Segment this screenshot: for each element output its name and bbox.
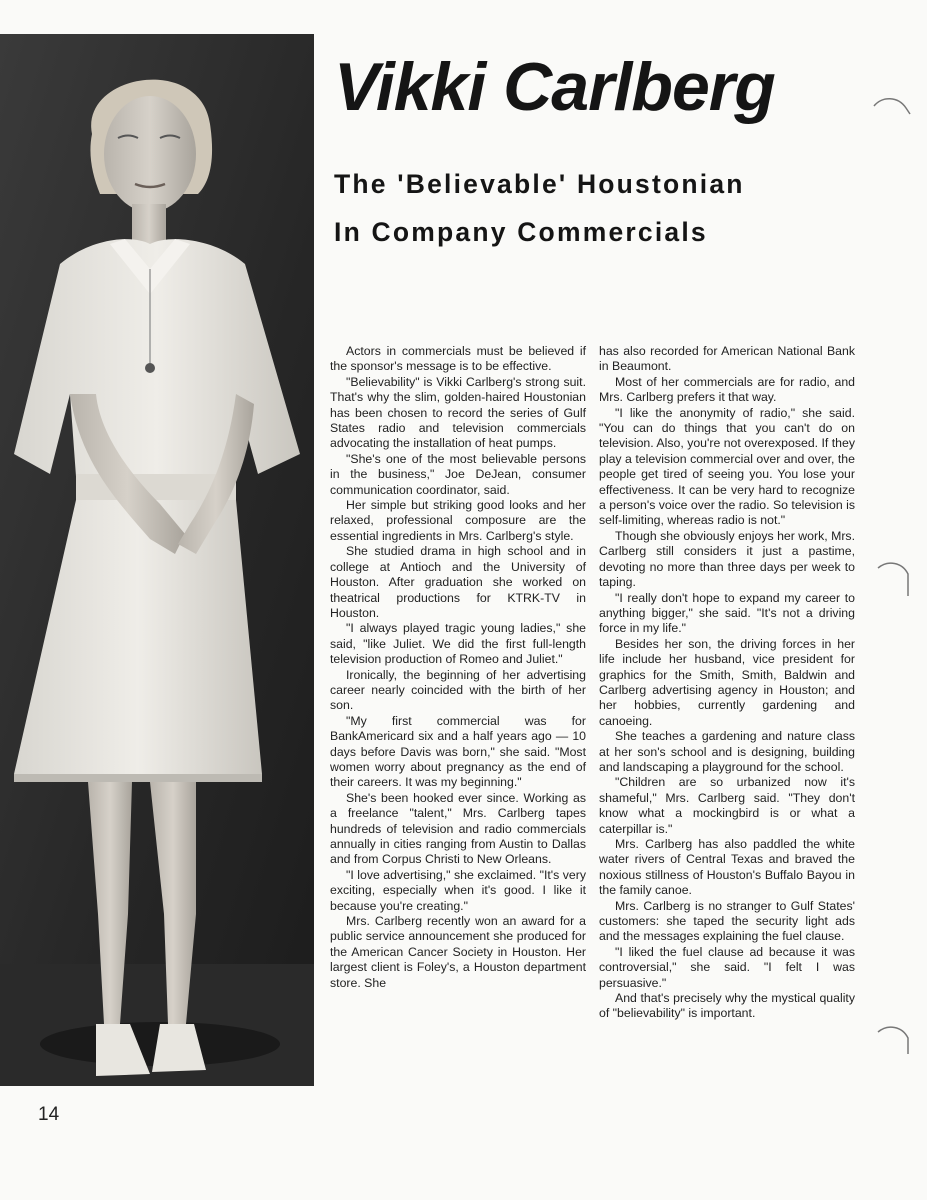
paragraph: "I really don't hope to expand my career to anything bigger," she said. "It's not a driving force in my life." — [599, 590, 855, 636]
paragraph: Most of her commercials are for radio, and Mrs. Carlberg prefers it that way. — [599, 374, 855, 405]
punch-hole-icon — [872, 556, 916, 600]
paragraph: Ironically, the beginning of her advertising career nearly coincided with the birth of her son. — [330, 667, 586, 713]
article-column-1 — [330, 344, 586, 991]
paragraph: "I love advertising," she exclaimed. "It's very exciting, especially when it's good. I like it because you're creating." — [330, 867, 586, 913]
paragraph: Her simple but striking good looks and her relaxed, professional composure are the essential ingredients in Mrs. Carlberg's style. — [330, 498, 586, 543]
paragraph: She studied drama in high school and in college at Antioch and the University of Houston. After graduation she worked on theatrical productions for KTRK-TV in Houston. — [330, 544, 586, 620]
paragraph: Mrs. Carlberg is no stranger to Gulf States' customers: she taped the security light ads and the messages explaining the fuel clause. — [599, 898, 855, 944]
paragraph: "Children are so urbanized now it's shameful," Mrs. Carlberg said. "They don't know what a mockingbird is or what a caterpillar is." — [599, 775, 855, 836]
punch-hole-icon — [868, 92, 912, 136]
paragraph: She teaches a gardening and nature class at her son's school and is designing, building and landscaping a playground for the school. — [599, 729, 855, 774]
article-subtitle — [334, 160, 745, 256]
paragraph: Mrs. Carlberg recently won an award for a public service announcement she produced for the American Cancer Society in Houston. Her largest client is Foley's, a Houston department store. She — [330, 914, 586, 990]
article-column-2 — [599, 344, 855, 1022]
paragraph: "I liked the fuel clause ad because it was controversial," she said. "I felt I was persuasive." — [599, 944, 855, 990]
punch-hole-icon — [872, 1020, 916, 1064]
paragraph: Actors in commercials must be believed if the sponsor's message is to be effective. — [330, 344, 586, 374]
subtitle-line-1: The 'Believable' Houstonian — [334, 169, 745, 199]
subtitle-line-2: In Company Commercials — [334, 217, 708, 247]
paragraph: "I like the anonymity of radio," she said. "You can do things that you can't do on television. Also, you're not overexposed. If they play a television commercial over and over, the people get tired of seeing you. You lose your effectiveness. It can be very hard to recognize a person's voice over the radio. So television is self-limiting, whereas radio is not." — [599, 405, 855, 528]
paragraph: Besides her son, the driving forces in her life include her husband, vice president for graphics for the Smith, Smith, Baldwin and Carlberg advertising agency in Houston; and her hobbies, currently gardening and canoeing. — [599, 636, 855, 728]
paragraph: "She's one of the most believable persons in the business," Joe DeJean, consumer communication coordinator, said. — [330, 451, 586, 497]
page-number: 14 — [38, 1104, 60, 1125]
paragraph: Though she obviously enjoys her work, Mrs. Carlberg still considers it just a pastime, devoting no more than three days per week to taping. — [599, 528, 855, 590]
paragraph: "My first commercial was for BankAmericard six and a half years ago — 10 days before Davis was born," she said. "Most women worry about pregnancy as the end of their careers. It was my beginning." — [330, 713, 586, 790]
paragraph: And that's precisely why the mystical quality of "believability" is important. — [599, 991, 855, 1021]
portrait-photo — [0, 34, 314, 1086]
paragraph: Mrs. Carlberg has also paddled the white water rivers of Central Texas and braved the noxious stillness of Houston's Buffalo Bayou in the family canoe. — [599, 837, 855, 898]
paragraph: "Believability" is Vikki Carlberg's strong suit. That's why the slim, golden-haired Houstonian has been chosen to record the series of Gulf States radio and television commercials advocating the installation of heat pumps. — [330, 374, 586, 451]
paragraph-continuation: has also recorded for American National Bank in Beaumont. — [599, 344, 855, 374]
paragraph: She's been hooked ever since. Working as a freelance "talent," Mrs. Carlberg tapes hundreds of television and radio commercials annually in cities ranging from Austin to Dallas and from Corpus Christi to New Orleans. — [330, 790, 586, 867]
paragraph: "I always played tragic young ladies," she said, "like Juliet. We did the first full-length television production of Romeo and Juliet." — [330, 621, 586, 667]
article-title: Vikki Carlberg — [334, 49, 775, 125]
woman-portrait-icon — [0, 34, 314, 1086]
